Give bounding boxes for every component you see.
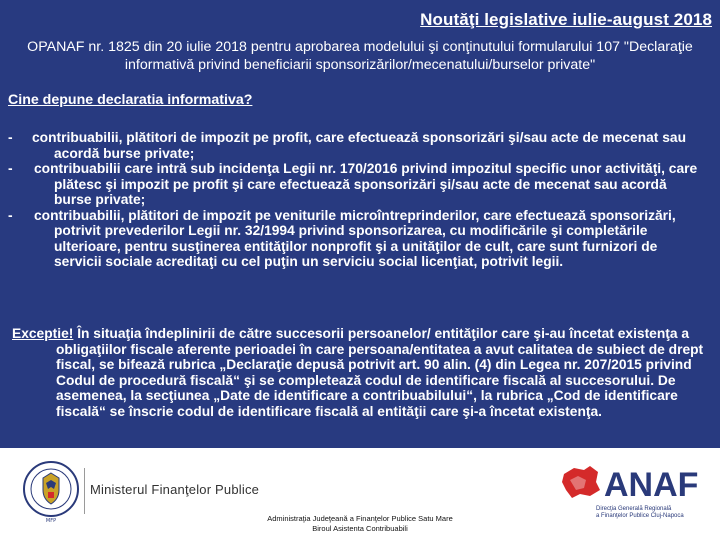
anaf-caption	[596, 506, 706, 520]
slide-title: Noutăţi legislative iulie-august 2018	[420, 10, 712, 29]
exception-paragraph	[12, 326, 710, 419]
bullet-dash: -	[8, 130, 13, 145]
office-info	[230, 514, 490, 534]
footer	[0, 448, 720, 540]
exception-label: Exceptie!	[12, 326, 74, 341]
slide-subtitle: OPANAF nr. 1825 din 20 iulie 2018 pentru aprobarea modelului şi conţinutului formularului 107 "Declaraţie informativă privind beneficiarii sponsorizărilor/mecenatului/burselor private"	[27, 39, 693, 73]
bullet-list	[0, 130, 720, 270]
ministry-seal-icon	[22, 456, 80, 526]
ministry-name: Ministerul Finanţelor Publice	[90, 482, 260, 497]
list-item	[0, 161, 720, 208]
bullet-text: contribuabilii, plătitori de impozit pe profit, care efectuează sponsorizări şi/sau acte de mecenat sau acordă burse private;	[32, 130, 686, 161]
anaf-caption-line-1: Direcţia Generală Regională	[596, 506, 672, 512]
list-item	[0, 208, 720, 270]
bullet-text: contribuabilii care intră sub incidenţa Legii nr. 170/2016 privind impozitul specific unor activităţi, care plătesc şi impozit pe profit şi care efectuează sponsorizări şi/sau acte de mecenat sau acordă burse private;	[34, 161, 698, 207]
office-line-2: Biroul Asistenta Contribuabili	[312, 524, 408, 533]
section-question: Cine depune declaratia informativa?	[8, 92, 253, 108]
bullet-dash: -	[8, 161, 13, 176]
exception-text: În situaţia îndeplinirii de către succesorii persoanelor/ entităţilor care şi-au încetat existenţa a obligaţiilor fiscale aferente perioadei în care persoana/entitatea a avut calitatea de subiect de drept fiscal, se bifează rubrica „Declaraţie depusă potrivit art. 90 alin. (4) din Legea nr. 207/2015 privind Codul de procedură fiscală“ şi se completează codul de identificare fiscală al succesorului. De asemenea, la secţiunea „Date de identificare a contribuabilului“, la rubrica „Cod de identificare fiscală“ se înscrie codul de identificare fiscală al entităţii care şi-a încetat existenţa.	[56, 326, 704, 419]
anaf-wordmark: ANAF	[604, 466, 699, 504]
ministry-separator	[84, 468, 85, 514]
list-item	[0, 130, 720, 161]
office-line-1: Administraţia Judeţeană a Finanţelor Publice Satu Mare	[267, 514, 453, 523]
bullet-dash: -	[8, 207, 13, 223]
anaf-caption-line-2: a Finanţelor Publice Cluj-Napoca	[596, 513, 684, 519]
bullet-text: contribuabilii, plătitori de impozit pe veniturile microîntreprinderilor, care efectuează sponsorizări, potrivit prevederilor Legii nr. 32/1994 privind sponsorizarea, cu modificările şi completările ulterioare, pentru susţinerea entităţilor nonprofit şi a unităţilor de cult, care sunt furnizori de servicii sociale acreditaţi cu cel puţin un serviciu social licenţiat, potrivit legii.	[34, 207, 676, 269]
svg-text:MFP: MFP	[45, 518, 57, 524]
